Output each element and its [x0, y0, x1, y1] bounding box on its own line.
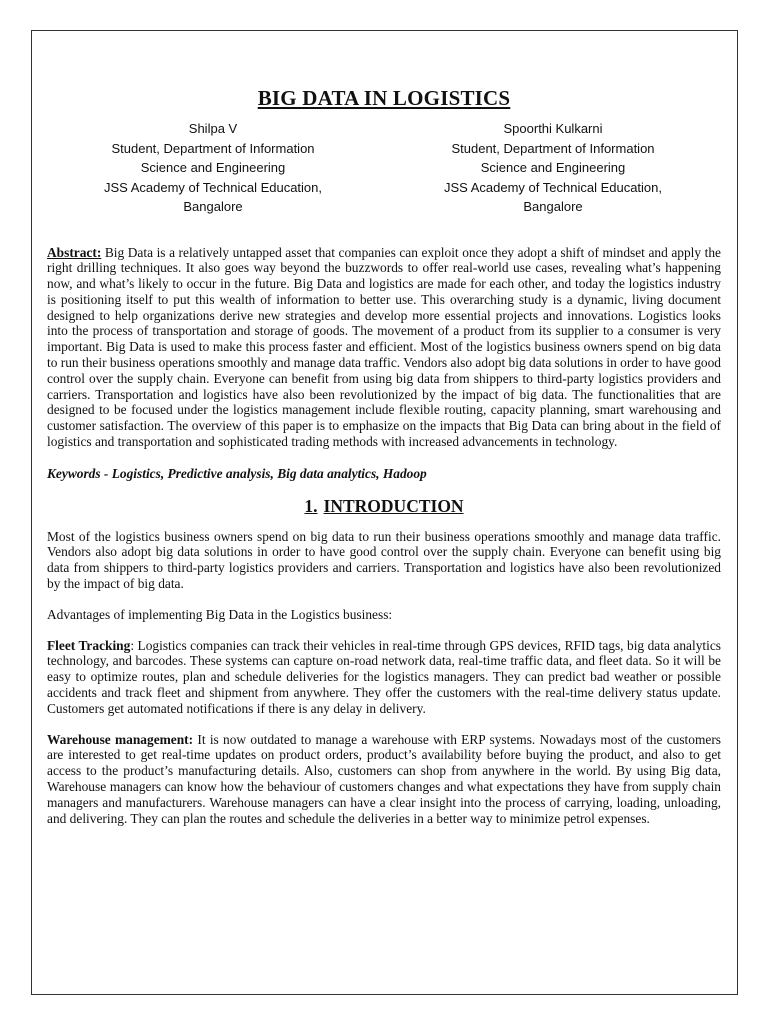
- author-name: Spoorthi Kulkarni: [503, 121, 603, 136]
- section-heading-introduction: [47, 496, 721, 517]
- warehouse-management-label: Warehouse management:: [47, 731, 194, 747]
- keywords: Keywords - Logistics, Predictive analysis, Big data analytics, Hadoop: [47, 465, 427, 481]
- author-affiliation: Science and Engineering: [480, 160, 626, 175]
- advantages-line: Advantages of implementing Big Data in the Logistics business:: [47, 606, 393, 622]
- author-2: [403, 119, 703, 217]
- author-affiliation: Science and Engineering: [140, 160, 286, 175]
- author-affiliation: Student, Department of Information: [451, 140, 655, 156]
- fleet-tracking-label: Fleet Tracking: [47, 637, 131, 653]
- author-affiliation: Student, Department of Information: [111, 140, 315, 156]
- abstract-label: Abstract:: [47, 244, 102, 260]
- warehouse-management-paragraph: [47, 732, 721, 827]
- author-city: Bangalore: [183, 199, 243, 214]
- author-institution: JSS Academy of Technical Education,: [444, 179, 662, 195]
- author-1: [63, 119, 363, 217]
- author-institution: JSS Academy of Technical Education,: [104, 179, 322, 195]
- author-city: Bangalore: [523, 199, 583, 214]
- section-title: INTRODUCTION: [323, 495, 464, 516]
- author-block: [47, 119, 721, 217]
- paper-title: BIG DATA IN LOGISTICS: [257, 86, 511, 110]
- paper-page: [47, 86, 721, 841]
- section-number: 1.: [304, 495, 318, 516]
- fleet-tracking-paragraph: [47, 638, 721, 717]
- intro-paragraph: Most of the logistics business owners spend on big data to run their business operations smoothly and manage data traffic. Vendors also adopt big data solutions in order to have good control over the supply chain. Everyone can benefit using big data from shippers to third-party logistics providers and carriers. Transportation and logistics have also been revolutionized by the impact of big data.: [47, 528, 721, 592]
- author-name: Shilpa V: [188, 121, 238, 136]
- abstract-text: Big Data is a relatively untapped asset that companies can exploit once they adopt a shift of mindset and apply the right drilling techniques. It also goes way beyond the buzzwords to offer real-world use cases, revealing what’s happening now, and what’s likely to occur in the future. Big Data and logistics are made for each other, and today the logistics industry is positioning itself to put this wealth of information to better use. This overarching study is a dynamic, living document designed to help organizations derive new strategies and develop more essential projects and innovations. Logistics looks into the process of transportation and storage of goods. The movement of a product from its supplier to a consumer is very important. Big Data is used to make this process faster and efficient. Most of the logistics business owners spend on big data to run their business operations smoothly and manage data traffic. Vendors also adopt big data solutions in order to have good control over the supply chain. Everyone can benefit from using big data from shippers to third-party logistics providers and carriers. Transportation and logistics have also been revolutionized by the impact of big data. The functionalities that are designed to be focused under the logistics management include flexible routing, capacity planning, smart warehousing and customer satisfaction. The overview of this paper is to emphasize on the impacts that Big Data can bring about in the field of logistics and transportation and sophisticated trading methods with increased advancements in technology.: [47, 244, 721, 450]
- fleet-tracking-text: : Logistics companies can track their vehicles in real-time through GPS devices, RFID tags, big data analytics technology, and barcodes. These systems can capture on-road network data, real-time traffic data, and fleet data. So it will be easy to optimize routes, plan and schedule deliveries for the logistics managers. They can predict bad weather or possible accidents and track fleet and shipment from anywhere. They offer the customers with the real-time delivery status update. Customers get automated notifications if there is any delay in delivery.: [47, 637, 722, 716]
- abstract: [47, 245, 721, 450]
- warehouse-management-text: It is now outdated to manage a warehouse with ERP systems. Nowadays most of the customers are interested to get real-time updates on product orders, product’s availability before buying the product, and also to get access to the product’s manufacturing details. Also, customers can shop from anywhere in the world. By using Big data, Warehouse managers can know how the behaviour of customers changes and what expectations they have from supply chain managers and manufacturers. Warehouse managers can have a clear insight into the process of carrying, loading, unloading, and delivering. They can plan the routes and schedule the deliveries in a better way to minimize petrol expenses.: [47, 731, 721, 826]
